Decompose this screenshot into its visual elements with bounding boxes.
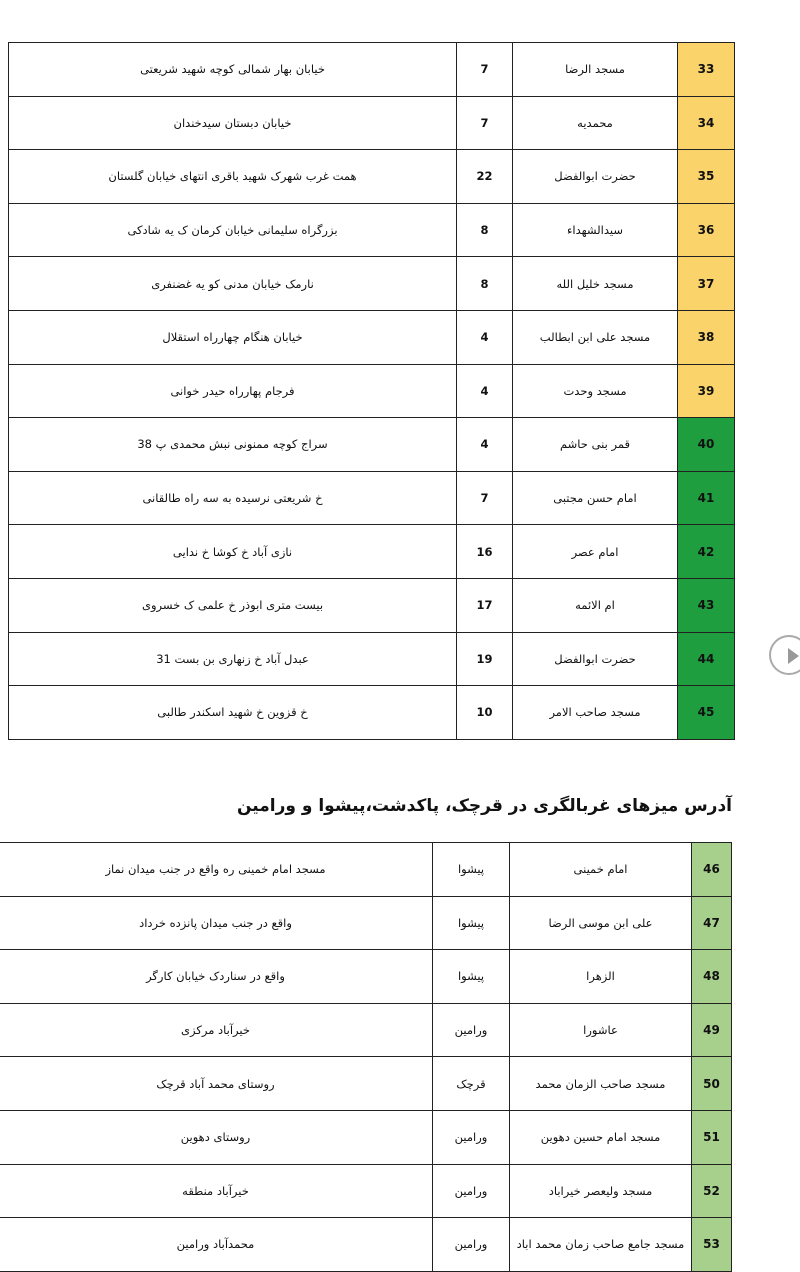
region-cell: قرچک [433, 1057, 510, 1111]
address-cell: فرجام پهارراه حیدر خوانی [9, 364, 457, 418]
mosque-name-cell: الزهرا [510, 950, 692, 1004]
mosque-name-cell: مسجد امام حسین دهوین [510, 1110, 692, 1164]
row-number-cell: 51 [692, 1110, 732, 1164]
mosque-name-cell: امام عصر [513, 525, 678, 579]
address-cell: خیابان دبستان سیدخندان [9, 96, 457, 150]
row-number-cell: 37 [678, 257, 735, 311]
address-cell: بیست متری ابوذر خ علمی ک خسروی [9, 578, 457, 632]
table-row [9, 257, 735, 311]
mosque-name-cell: حضرت ابوالفضل [513, 632, 678, 686]
table-row [9, 43, 735, 97]
address-cell: روستای دهوین [0, 1110, 433, 1164]
table-row [0, 1164, 732, 1218]
table-row [9, 471, 735, 525]
row-number-cell: 45 [678, 686, 735, 740]
row-number-cell: 46 [692, 843, 732, 897]
row-number-cell: 53 [692, 1218, 732, 1272]
mosque-name-cell: مسجد الرضا [513, 43, 678, 97]
row-number-cell: 43 [678, 578, 735, 632]
address-cell: خ شریعتی نرسیده به سه راه طالقانی [9, 471, 457, 525]
table-row [9, 310, 735, 364]
address-cell: نازی آباد خ کوشا خ ندایی [9, 525, 457, 579]
table-row [0, 1218, 732, 1272]
address-cell: خیابان بهار شمالی کوچه شهید شریعتی [9, 43, 457, 97]
address-cell: واقع در جنب میدان پانزده خرداد [0, 896, 433, 950]
row-number-cell: 33 [678, 43, 735, 97]
mosque-name-cell: امام خمینی [510, 843, 692, 897]
row-number-cell: 39 [678, 364, 735, 418]
address-cell: خیرآباد منطقه [0, 1164, 433, 1218]
mosque-name-cell: محمدیه [513, 96, 678, 150]
row-number-cell: 41 [678, 471, 735, 525]
address-cell: نارمک خیابان مدنی کو یه غضنفری [9, 257, 457, 311]
count-cell: 22 [457, 150, 513, 204]
table-row [0, 843, 732, 897]
table-row [9, 150, 735, 204]
mosque-table-tehran [8, 42, 735, 740]
mosque-name-cell: عاشورا [510, 1003, 692, 1057]
table-row [9, 686, 735, 740]
address-cell: عبدل آباد خ زنهاری بن بست 31 [9, 632, 457, 686]
table-row [9, 418, 735, 472]
row-number-cell: 36 [678, 203, 735, 257]
count-cell: 19 [457, 632, 513, 686]
table-row [9, 96, 735, 150]
row-number-cell: 52 [692, 1164, 732, 1218]
mosque-name-cell: علی ابن موسی الرضا [510, 896, 692, 950]
mosque-name-cell: مسجد خلیل الله [513, 257, 678, 311]
row-number-cell: 38 [678, 310, 735, 364]
table-row [9, 632, 735, 686]
mosque-name-cell: مسجد علی ابن ابطالب [513, 310, 678, 364]
mosque-name-cell: مسجد ولیعصر خیراباد [510, 1164, 692, 1218]
play-arrow-icon [788, 648, 799, 664]
address-cell: خ قزوین خ شهید اسکندر طالبی [9, 686, 457, 740]
mosque-name-cell: مسجد جامع صاحب زمان محمد اباد [510, 1218, 692, 1272]
count-cell: 4 [457, 310, 513, 364]
table-row [0, 1057, 732, 1111]
address-cell: خیابان هنگام چهارراه استقلال [9, 310, 457, 364]
row-number-cell: 42 [678, 525, 735, 579]
count-cell: 8 [457, 257, 513, 311]
mosque-name-cell: سیدالشهداء [513, 203, 678, 257]
count-cell: 16 [457, 525, 513, 579]
region-cell: ورامین [433, 1003, 510, 1057]
region-cell: پیشوا [433, 950, 510, 1004]
address-cell: مسجد امام خمینی ره واقع در جنب میدان نماز [0, 843, 433, 897]
next-page-button[interactable] [769, 635, 800, 675]
table-row [9, 578, 735, 632]
row-number-cell: 49 [692, 1003, 732, 1057]
address-cell: واقع در سناردک خیابان کارگر [0, 950, 433, 1004]
region-cell: پیشوا [433, 843, 510, 897]
row-number-cell: 50 [692, 1057, 732, 1111]
address-cell: محمدآباد ورامین [0, 1218, 433, 1272]
count-cell: 4 [457, 418, 513, 472]
row-number-cell: 34 [678, 96, 735, 150]
address-cell: روستای محمد آباد قرچک [0, 1057, 433, 1111]
count-cell: 4 [457, 364, 513, 418]
count-cell: 7 [457, 471, 513, 525]
address-cell: سراج کوچه ممنونی نبش محمدی پ 38 [9, 418, 457, 472]
count-cell: 8 [457, 203, 513, 257]
row-number-cell: 47 [692, 896, 732, 950]
row-number-cell: 35 [678, 150, 735, 204]
region-cell: ورامین [433, 1218, 510, 1272]
address-cell: بزرگراه سلیمانی خیابان کرمان ک یه شادکی [9, 203, 457, 257]
region-cell: ورامین [433, 1110, 510, 1164]
table-row [0, 896, 732, 950]
mosque-name-cell: حضرت ابوالفضل [513, 150, 678, 204]
mosque-name-cell: ام الائمه [513, 578, 678, 632]
mosque-table-varamin [0, 842, 732, 1272]
table-row [0, 950, 732, 1004]
count-cell: 17 [457, 578, 513, 632]
mosque-name-cell: مسجد وحدت [513, 364, 678, 418]
count-cell: 10 [457, 686, 513, 740]
address-cell: همت غرب شهرک شهید باقری انتهای خیابان گلستان [9, 150, 457, 204]
table-row [0, 1110, 732, 1164]
region-cell: پیشوا [433, 896, 510, 950]
mosque-name-cell: مسجد صاحب الزمان محمد [510, 1057, 692, 1111]
mosque-name-cell: مسجد صاحب الامر [513, 686, 678, 740]
table-row [9, 203, 735, 257]
table-row [0, 1003, 732, 1057]
row-number-cell: 40 [678, 418, 735, 472]
address-cell: خیرآباد مرکزی [0, 1003, 433, 1057]
table-row [9, 525, 735, 579]
section-title: آدرس میزهای غربالگری در قرچک، پاکدشت،پیشوا و ورامین [237, 796, 732, 816]
row-number-cell: 48 [692, 950, 732, 1004]
count-cell: 7 [457, 96, 513, 150]
region-cell: ورامین [433, 1164, 510, 1218]
mosque-name-cell: قمر بنی حاشم [513, 418, 678, 472]
row-number-cell: 44 [678, 632, 735, 686]
mosque-name-cell: امام حسن مجتبی [513, 471, 678, 525]
table-row [9, 364, 735, 418]
count-cell: 7 [457, 43, 513, 97]
